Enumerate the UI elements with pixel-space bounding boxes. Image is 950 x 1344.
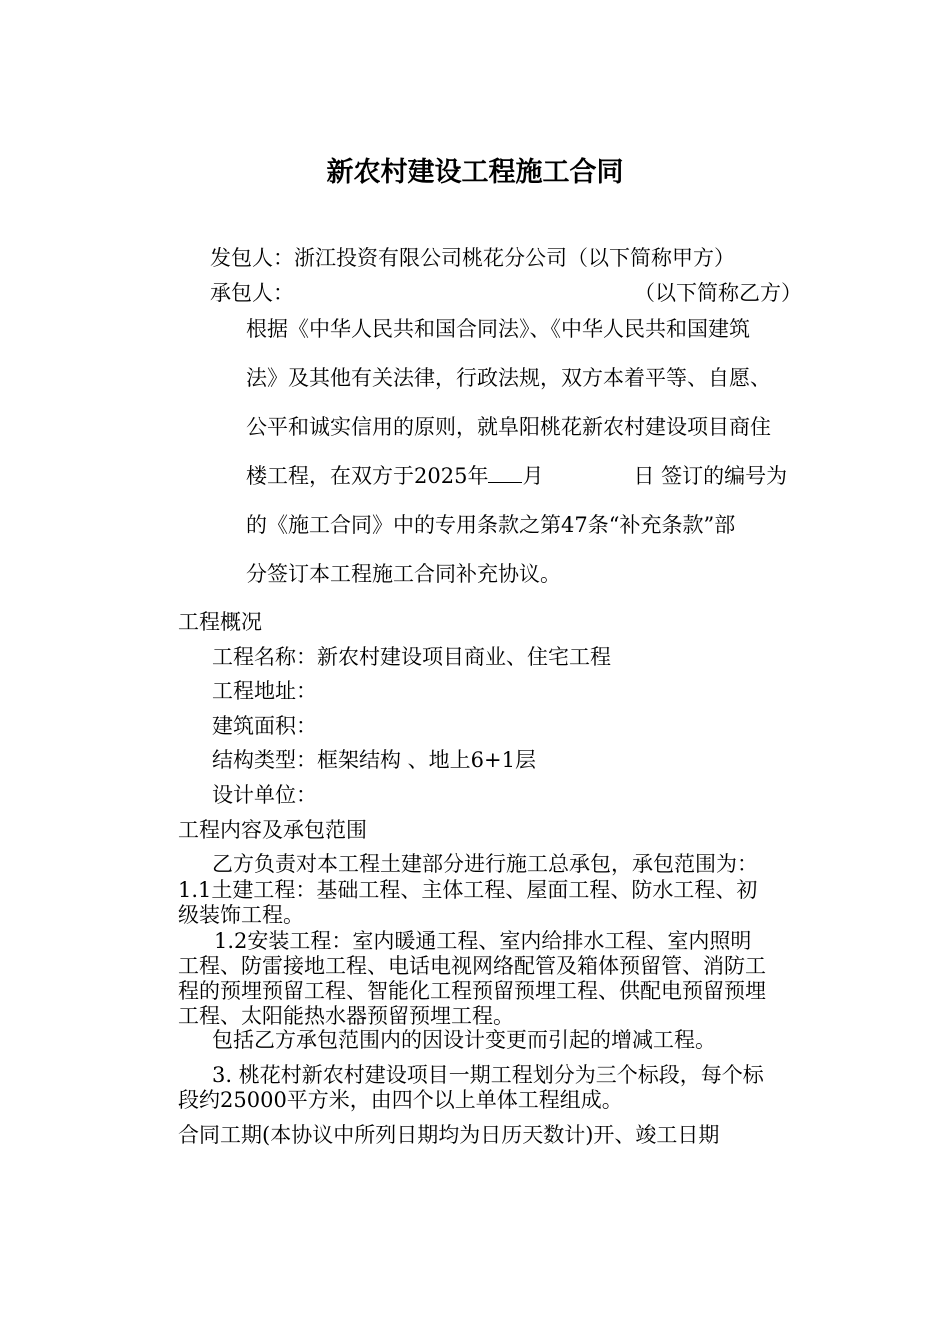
period-heading: 合同工期(本协议中所列日期均为日历天数计)开、竣工日期: [178, 1123, 720, 1147]
scope-item-3-line-1: 3. 桃花村新农村建设项目一期工程划分为三个标段，每个标: [212, 1063, 764, 1087]
preamble-line-4-a: 楼工程，在双方于2025年: [246, 464, 489, 488]
scope-item-1-2-line-2: 工程、防雷接地工程、电话电视网络配管及箱体预留管、消防工: [178, 954, 766, 978]
scope-item-3-line-2: 段约25000平方米，由四个以上单体工程组成。: [178, 1088, 623, 1112]
preamble-line-2: 法》及其他有关法律，行政法规，双方本着平等、自愿、: [246, 366, 771, 390]
overview-structure: 结构类型：框架结构 、地上6+1层: [212, 748, 536, 772]
scope-item-1-2-line-1: 1.2安装工程：室内暖通工程、室内给排水工程、室内照明: [214, 929, 752, 953]
scope-item-1-1-line-1: 1.1土建工程：基础工程、主体工程、屋面工程、防水工程、初: [178, 878, 758, 902]
scope-intro: 乙方负责对本工程土建部分进行施工总承包，承包范围为：: [212, 852, 758, 876]
scope-item-1-1-line-2: 级装饰工程。: [178, 903, 304, 927]
preamble-line-6: 分签订本工程施工合同补充协议。: [246, 562, 561, 586]
scope-item-1-2-line-3: 程的预埋预留工程、智能化工程预留预埋工程、供配电预留预埋: [178, 979, 766, 1003]
scope-item-1-2-line-4: 工程、太阳能热水器预留预埋工程。: [178, 1004, 514, 1028]
overview-address: 工程地址：: [212, 679, 317, 703]
preamble-line-3: 公平和诚实信用的原则，就阜阳桃花新农村建设项目商住: [246, 415, 771, 439]
document-title: 新农村建设工程施工合同: [326, 157, 624, 188]
overview-area: 建筑面积：: [212, 714, 317, 738]
preamble-line-5: 的《施工合同》中的专用条款之第47条“补充条款”部: [246, 513, 736, 537]
overview-heading: 工程概况: [178, 610, 262, 634]
contractor-line: [210, 280, 802, 306]
scope-heading: 工程内容及承包范围: [178, 818, 367, 842]
contractor-suffix: （以下简称乙方）: [634, 281, 802, 305]
contractor-label: 承包人：: [210, 281, 294, 305]
preamble-line-4-c: 日 签订的编号为: [633, 464, 788, 488]
scope-include: 包括乙方承包范围内的因设计变更而引起的增减工程。: [212, 1028, 716, 1052]
preamble-line-4-b: 月: [522, 464, 544, 488]
employer-value: 浙江投资有限公司桃花分公司（以下简称甲方）: [294, 246, 735, 270]
month-blank: [488, 464, 522, 483]
preamble-line-1: 根据《中华人民共和国合同法》、《中华人民共和国建筑: [246, 317, 750, 341]
employer-line: [210, 245, 735, 271]
overview-designer: 设计单位：: [212, 783, 317, 807]
overview-name: 工程名称：新农村建设项目商业、住宅工程: [212, 645, 611, 669]
preamble-line-4: [246, 463, 787, 489]
employer-label: 发包人：: [210, 246, 294, 270]
